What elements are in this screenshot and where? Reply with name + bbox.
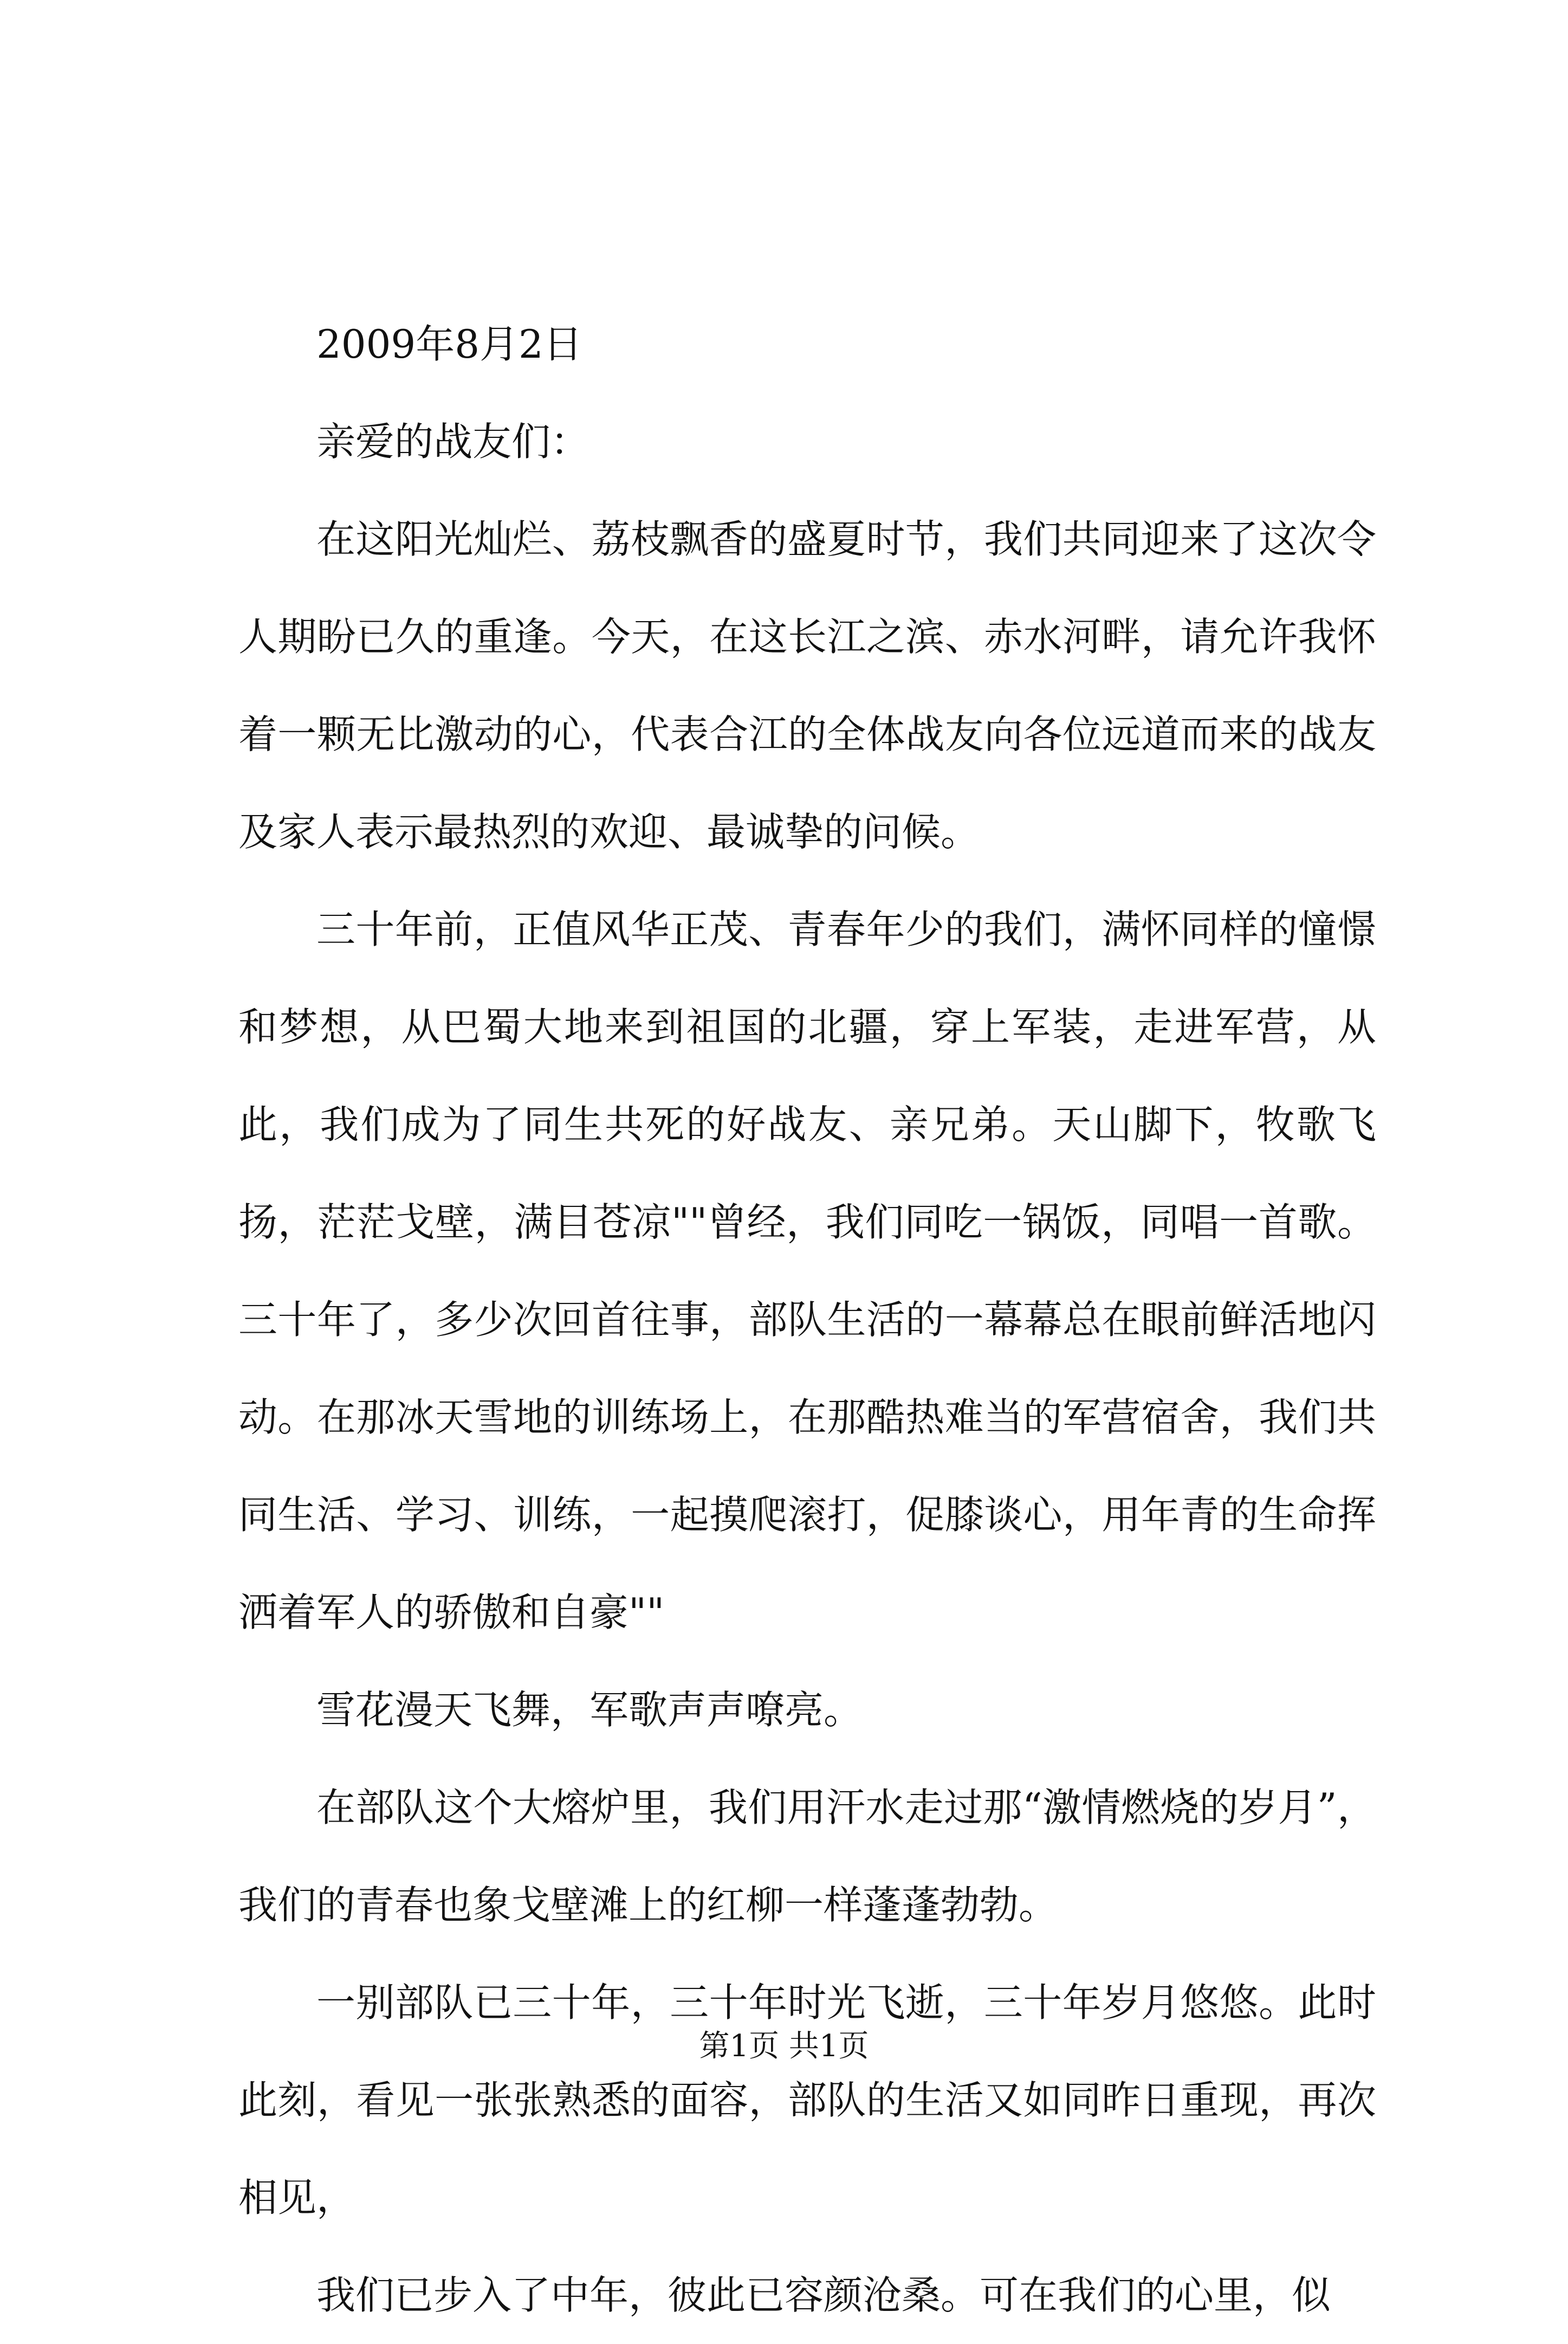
paragraph-memories: 三十年前，正值风华正茂、青春年少的我们，满怀同样的憧憬和梦想，从巴蜀大地来到祖国的北疆，穿上军装，走进军营，从此，我们成为了同生共死的好战友、亲兄弟。天山脚下，牧歌飞扬，茫茫戈壁，满目苍凉""曾经，我们同吃一锅饭，同唱一首歌。三十年了，多少次回首往事，部队生活的一幕幕总在眼前鲜活地闪动。在那冰天雪地的训练场上，在那酷热难当的军营宿舍，我们共同生活、学习、训练，一起摸爬滚打，促膝谈心，用年青的生命挥洒着军人的骄傲和自豪"" — [238, 907, 1376, 1635]
salutation: 亲爱的战友们： — [316, 419, 590, 464]
paragraph-welcome: 在这阳光灿烂、荔枝飘香的盛夏时节，我们共同迎来了这次令人期盼已久的重逢。今天，在这长江之滨、赤水河畔，请允许我怀着一颗无比激动的心，代表合江的全体战友向各位远道而来的战友及家人表示最热烈的欢迎、最诚挚的问候。 — [238, 516, 1376, 855]
date-line: 2009年8月2日 — [316, 321, 582, 367]
paragraph-thirty-years: 一别部队已三十年，三十年时光飞逝，三十年岁月悠悠。此时此刻，看见一张张熟悉的面容，部队的生活又如同昨日重现，再次相见， — [238, 1980, 1376, 2220]
paragraph-middle-age: 我们已步入了中年，彼此已容颜沧桑。可在我们的心里，似 — [316, 2272, 1331, 2318]
paragraph-furnace: 在部队这个大熔炉里，我们用汗水走过那“激情燃烧的岁月”，我们的青春也象戈壁滩上的红柳一样蓬蓬勃勃。 — [238, 1785, 1376, 1928]
page-number-footer: 第1页 共1页 — [699, 2029, 869, 2064]
paragraph-snow: 雪花漫天飞舞，军歌声声嘹亮。 — [316, 1687, 863, 1733]
